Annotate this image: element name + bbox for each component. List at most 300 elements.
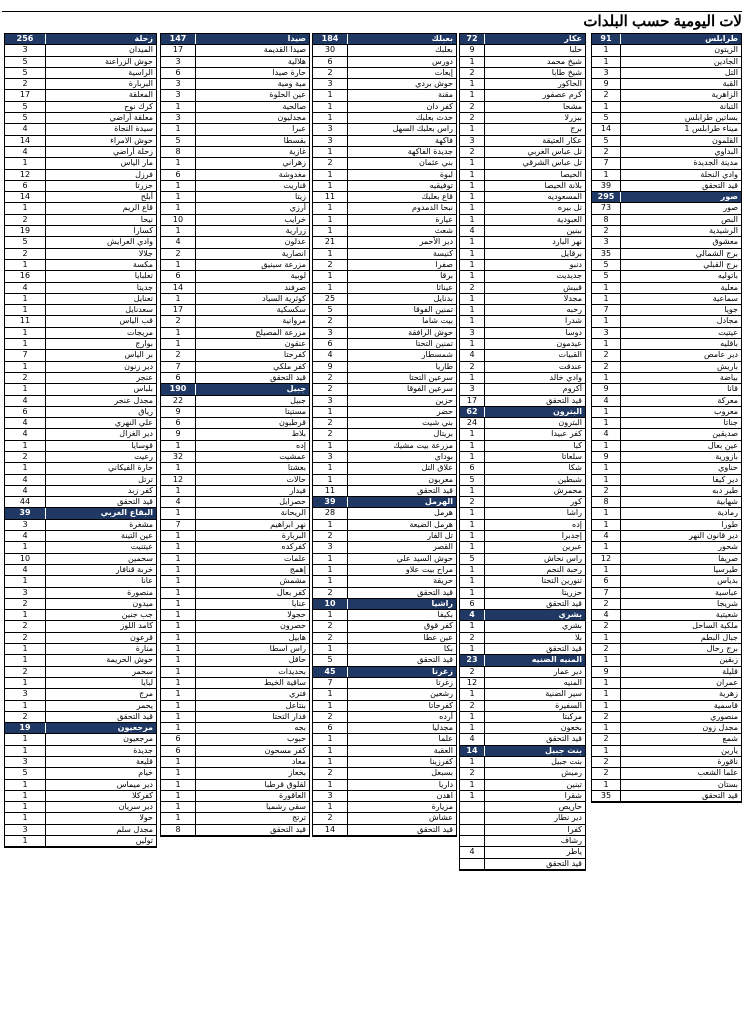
- town-name: راس بعلبك السهل: [392, 124, 453, 134]
- case-count: 1: [313, 610, 348, 620]
- case-count: 1: [161, 441, 196, 451]
- case-count: 2: [460, 667, 485, 677]
- case-count: [460, 825, 485, 835]
- case-count: 1: [5, 384, 46, 394]
- case-count: 16: [5, 271, 46, 281]
- town-name: شمسطار: [421, 350, 453, 360]
- town-name: الراسية: [128, 67, 153, 77]
- town-name: قيد التحقق: [117, 497, 153, 507]
- case-count: 1: [460, 791, 485, 801]
- case-count: 1: [5, 678, 46, 688]
- section-header-row: [592, 192, 741, 203]
- case-count: 1: [592, 542, 621, 552]
- case-count: 1: [460, 170, 485, 180]
- table-row: [5, 328, 156, 339]
- town-name: مجدل عنجر: [114, 395, 153, 405]
- town-name: جويا: [724, 305, 738, 315]
- case-count: 4: [5, 486, 46, 496]
- case-count: 1: [592, 102, 621, 112]
- case-count: 2: [313, 712, 348, 722]
- case-count: 14: [5, 192, 46, 202]
- town-name: مشحا: [562, 101, 582, 111]
- case-count: 1: [313, 644, 348, 654]
- case-count: 2: [460, 497, 485, 507]
- case-count: 21: [313, 237, 348, 247]
- case-count: 1: [460, 429, 485, 439]
- case-count: 2: [161, 316, 196, 326]
- town-name: حوش الامراء: [110, 135, 153, 145]
- case-count: 2: [460, 768, 485, 778]
- table-row: [313, 813, 456, 824]
- table-row: [313, 203, 456, 214]
- table-row: [5, 102, 156, 113]
- case-count: 14: [161, 283, 196, 293]
- case-count: 1: [592, 294, 621, 304]
- case-count: 6: [161, 373, 196, 383]
- table-row: [313, 407, 456, 418]
- town-name: كفر عبيدا: [551, 429, 582, 439]
- case-count: 1: [161, 181, 196, 191]
- table-row: [5, 452, 156, 463]
- case-count: 12: [5, 170, 46, 180]
- case-count: 1: [460, 215, 485, 225]
- town-name: البربارة: [281, 531, 306, 541]
- case-count: 4: [5, 475, 46, 485]
- case-count: 1: [313, 283, 348, 293]
- town-name: كفرزينا: [429, 757, 453, 766]
- table-row: [313, 723, 456, 734]
- town-name: كفر قوق: [424, 621, 453, 631]
- case-count: 14: [313, 825, 348, 835]
- town-name: عيتيت: [718, 327, 738, 337]
- case-count: 1: [460, 531, 485, 541]
- table-row: [161, 757, 309, 768]
- table-row: [592, 226, 741, 237]
- town-name: سحمر: [132, 666, 153, 676]
- town-name: معشوق: [712, 237, 738, 247]
- case-count: 1: [5, 203, 46, 213]
- town-name: توليں: [135, 836, 153, 846]
- town-name: عيدمون: [556, 339, 582, 349]
- case-count: 1: [5, 802, 46, 812]
- town-name: حزريتا: [561, 587, 582, 597]
- town-name: عكار العتيقة: [542, 135, 582, 145]
- town-name: كفركلا: [132, 790, 153, 800]
- section-name: المنيه الضنيه: [531, 655, 582, 665]
- case-count: 1: [161, 701, 196, 711]
- table-row: [313, 305, 456, 316]
- table-row: [5, 554, 156, 565]
- table-row: [161, 237, 309, 248]
- town-name: كرك نوح: [124, 101, 153, 111]
- town-name: نبحا الدمدوم: [412, 203, 453, 213]
- town-name: بخعاز: [288, 768, 306, 778]
- town-name: قيد التحقق: [270, 824, 306, 834]
- case-count: 1: [313, 734, 348, 744]
- table-row: [161, 508, 309, 519]
- table-row: [460, 294, 585, 305]
- table-row: [313, 576, 456, 587]
- table-row: [5, 825, 156, 836]
- town-name: زرارية: [285, 226, 306, 236]
- table-row: [5, 226, 156, 237]
- table-row: [460, 565, 585, 576]
- town-name: كفرحتا: [283, 350, 306, 360]
- table-row: [313, 136, 456, 147]
- town-name: بوداي: [434, 451, 453, 461]
- table-row: [592, 508, 741, 519]
- case-count: 1: [592, 701, 621, 711]
- section-total: 45: [313, 667, 348, 677]
- town-name: قيد التحقق: [702, 180, 738, 190]
- town-name: عين الحلوة: [269, 90, 306, 100]
- section-header-row: [5, 34, 156, 45]
- table-row: [161, 249, 309, 260]
- case-count: 3: [313, 124, 348, 134]
- case-count: 2: [313, 588, 348, 598]
- case-count: 1: [5, 791, 46, 801]
- case-count: 2: [313, 158, 348, 168]
- case-count: 1: [161, 802, 196, 812]
- town-name: دير الأحمر: [419, 237, 453, 247]
- case-count: 4: [460, 847, 485, 857]
- town-name: قيد التحقق: [417, 655, 453, 665]
- town-name: مشمش: [279, 576, 306, 586]
- town-name: ملكية الساحل: [692, 621, 738, 631]
- case-count: 2: [5, 373, 46, 383]
- table-row: [5, 350, 156, 361]
- town-name: ياطر: [566, 847, 582, 857]
- case-count: 3: [5, 45, 46, 55]
- town-name: إده: [296, 440, 306, 450]
- town-name: دير زنون: [124, 361, 153, 371]
- case-count: 8: [161, 825, 196, 835]
- table-row: [161, 701, 309, 712]
- table-row: [592, 701, 741, 712]
- table-row: [161, 158, 309, 169]
- town-name: حدث بعلبك: [415, 113, 453, 123]
- town-name: دنبو: [569, 259, 582, 269]
- section-header-row: [5, 723, 156, 734]
- town-name: بدياس: [717, 576, 738, 586]
- case-count: 5: [592, 260, 621, 270]
- table-row: [592, 565, 741, 576]
- case-count: 3: [5, 689, 46, 699]
- section-total: 295: [592, 192, 621, 202]
- town-name: غازية: [289, 146, 306, 156]
- table-row: [161, 610, 309, 621]
- town-name: دير سريان: [118, 802, 153, 812]
- table-row: [592, 429, 741, 440]
- town-name: أكروم: [562, 384, 582, 394]
- table-row: [5, 542, 156, 553]
- case-count: 1: [161, 610, 196, 620]
- town-name: معربون: [428, 474, 453, 484]
- case-count: 73: [592, 203, 621, 213]
- case-count: 1: [592, 508, 621, 518]
- town-name: علاق التل: [421, 463, 453, 473]
- case-count: 1: [161, 508, 196, 518]
- town-name: المنيه: [563, 677, 582, 687]
- case-count: 1: [161, 588, 196, 598]
- case-count: 1: [460, 158, 485, 168]
- section-name: بنت جبيل: [545, 745, 582, 755]
- case-count: 10: [5, 554, 46, 564]
- table-row: [313, 757, 456, 768]
- town-name: باتوليه: [717, 271, 738, 281]
- town-name: راس اسطا: [269, 644, 306, 654]
- case-count: 5: [460, 475, 485, 485]
- town-name: حوش الزراعنة: [104, 56, 153, 66]
- case-count: 2: [161, 249, 196, 259]
- town-name: مستيتا: [284, 406, 306, 416]
- case-count: 3: [5, 825, 46, 835]
- table-row: [161, 170, 309, 181]
- case-count: 1: [592, 655, 621, 665]
- town-name: سقي رشميا: [265, 802, 306, 812]
- town-name: بلا: [575, 632, 582, 642]
- case-count: 44: [5, 497, 46, 507]
- town-name: إده: [572, 519, 582, 529]
- town-name: حولا: [139, 813, 153, 823]
- case-count: 1: [5, 836, 46, 846]
- table-column-zahle-bekaa: [4, 33, 157, 848]
- section-header-row: [161, 384, 309, 395]
- case-count: 1: [161, 294, 196, 304]
- case-count: 6: [592, 576, 621, 586]
- town-name: قيد التحقق: [546, 858, 582, 868]
- table-row: [460, 305, 585, 316]
- table-row: [592, 45, 741, 56]
- table-row: [313, 475, 456, 486]
- town-name: قرعون: [129, 632, 153, 642]
- case-count: 1: [592, 339, 621, 349]
- table-row: [5, 441, 156, 452]
- town-name: العاقورة: [279, 790, 306, 800]
- case-count: 3: [161, 57, 196, 67]
- case-count: 1: [592, 723, 621, 733]
- case-count: 2: [460, 113, 485, 123]
- town-name: بيت شاما: [422, 316, 453, 326]
- town-name: منصوري: [710, 711, 738, 721]
- case-count: 1: [460, 712, 485, 722]
- case-count: 1: [5, 305, 46, 315]
- table-row: [313, 780, 456, 791]
- case-count: 1: [592, 45, 621, 55]
- case-count: 2: [5, 215, 46, 225]
- table-row: [460, 45, 585, 56]
- table-row: [592, 237, 741, 248]
- town-name: مركبتا: [562, 711, 582, 721]
- town-name: البص: [721, 214, 738, 224]
- town-name: حناوي: [718, 463, 738, 473]
- section-total: 147: [161, 34, 196, 44]
- town-name: دير نطار: [554, 813, 582, 823]
- town-name: التبانة: [719, 101, 738, 111]
- town-name: ساقية الخيط: [263, 677, 306, 687]
- table-row: [592, 102, 741, 113]
- town-name: بياضة: [719, 372, 738, 382]
- case-count: 2: [313, 384, 348, 394]
- case-count: 1: [313, 181, 348, 191]
- table-row: [460, 836, 585, 847]
- table-row: [161, 45, 309, 56]
- table-row: [5, 757, 156, 768]
- town-name: طورا: [721, 519, 738, 529]
- case-count: 1: [460, 316, 485, 326]
- table-row: [460, 90, 585, 101]
- table-row: [313, 124, 456, 135]
- table-row: [592, 384, 741, 395]
- table-row: [592, 170, 741, 181]
- table-row: [161, 554, 309, 565]
- case-count: 9: [161, 429, 196, 439]
- case-count: 1: [313, 463, 348, 473]
- case-count: 7: [5, 350, 46, 360]
- table-row: [5, 463, 156, 474]
- case-count: 1: [313, 746, 348, 756]
- case-count: 1: [460, 689, 485, 699]
- table-row: [592, 373, 741, 384]
- section-name: الهرمل: [424, 497, 453, 507]
- case-count: 1: [5, 441, 46, 451]
- town-name: جبيل: [290, 395, 306, 405]
- town-name: كبا: [573, 440, 582, 450]
- town-name: راشا: [566, 508, 582, 518]
- case-count: 3: [5, 520, 46, 530]
- town-name: زبقين: [719, 655, 738, 665]
- town-name: فدار التحتا: [272, 711, 306, 721]
- table-row: [460, 113, 585, 124]
- table-row: [460, 271, 585, 282]
- table-row: [592, 610, 741, 621]
- town-name: بحديدات: [278, 666, 306, 676]
- table-row: [460, 203, 585, 214]
- case-count: 1: [592, 407, 621, 417]
- section-total: 10: [313, 599, 348, 609]
- case-count: 1: [161, 644, 196, 654]
- table-row: [161, 271, 309, 282]
- case-count: 5: [5, 57, 46, 67]
- section-name: بشري: [558, 610, 582, 620]
- case-count: 1: [592, 689, 621, 699]
- town-name: صديقين: [712, 429, 738, 439]
- town-name: حضر: [436, 406, 453, 416]
- table-row: [460, 170, 585, 181]
- case-count: 17: [161, 305, 196, 315]
- town-name: زغرتا: [435, 677, 453, 687]
- table-row: [313, 610, 456, 621]
- table-row: [313, 441, 456, 452]
- case-count: 1: [313, 802, 348, 812]
- case-count: 4: [5, 283, 46, 293]
- table-row: [313, 79, 456, 90]
- case-count: 2: [460, 68, 485, 78]
- table-row: [161, 520, 309, 531]
- case-count: 1: [460, 520, 485, 530]
- town-name: جديدة الفاكهة: [407, 146, 453, 156]
- case-count: 4: [5, 531, 46, 541]
- table-row: [592, 203, 741, 214]
- case-count: 6: [161, 68, 196, 78]
- town-name: مشغرة: [129, 519, 153, 529]
- table-row: [5, 147, 156, 158]
- case-count: 1: [592, 780, 621, 790]
- case-count: 2: [313, 373, 348, 383]
- town-name: عنجر: [136, 372, 153, 382]
- table-row: [460, 734, 585, 745]
- case-count: 39: [592, 181, 621, 191]
- town-name: حارة الفيكاني: [108, 463, 153, 473]
- case-count: 1: [5, 746, 46, 756]
- case-count: 1: [5, 780, 46, 790]
- case-count: 5: [5, 68, 46, 78]
- case-count: 2: [592, 147, 621, 157]
- table-row: [161, 90, 309, 101]
- town-name: مزرعة بيت مشيك: [393, 440, 453, 450]
- table-row: [161, 362, 309, 373]
- town-name: عانا: [141, 576, 153, 586]
- section-total: 39: [5, 508, 46, 518]
- case-count: 1: [592, 316, 621, 326]
- case-count: 22: [161, 396, 196, 406]
- case-count: 11: [313, 486, 348, 496]
- table-row: [313, 701, 456, 712]
- table-row: [313, 396, 456, 407]
- case-count: 1: [592, 746, 621, 756]
- table-row: [313, 542, 456, 553]
- town-name: هرمل الضيعة: [409, 519, 453, 529]
- table-row: [592, 181, 741, 192]
- table-row: [161, 712, 309, 723]
- town-name: العقبة: [433, 745, 453, 755]
- table-row: [313, 350, 456, 361]
- table-row: [313, 655, 456, 666]
- section-total: 14: [460, 746, 485, 756]
- case-count: 2: [592, 768, 621, 778]
- table-row: [161, 463, 309, 474]
- table-row: [460, 689, 585, 700]
- town-name: لقلوق قرطبا: [264, 779, 306, 789]
- case-count: 1: [592, 441, 621, 451]
- table-row: [313, 486, 456, 497]
- case-count: 1: [460, 780, 485, 790]
- table-row: [592, 588, 741, 599]
- table-row: [592, 215, 741, 226]
- town-name: مية ومية: [277, 79, 306, 89]
- table-row: [460, 226, 585, 237]
- table-row: [161, 418, 309, 429]
- table-row: [313, 260, 456, 271]
- table-row: [460, 339, 585, 350]
- table-row: [161, 57, 309, 68]
- table-row: [5, 621, 156, 632]
- town-name: رحبة النجم: [546, 564, 582, 574]
- case-count: 1: [592, 57, 621, 67]
- case-count: 6: [161, 271, 196, 281]
- town-name: كفر بعال: [276, 587, 306, 597]
- table-row: [592, 283, 741, 294]
- table-row: [161, 542, 309, 553]
- table-row: [592, 68, 741, 79]
- town-name: جديدة: [133, 745, 153, 755]
- case-count: 6: [313, 57, 348, 67]
- case-count: 4: [460, 350, 485, 360]
- case-count: 1: [592, 520, 621, 530]
- table-row: [5, 734, 156, 745]
- town-name: دير قانون النهر: [689, 531, 738, 541]
- table-row: [592, 260, 741, 271]
